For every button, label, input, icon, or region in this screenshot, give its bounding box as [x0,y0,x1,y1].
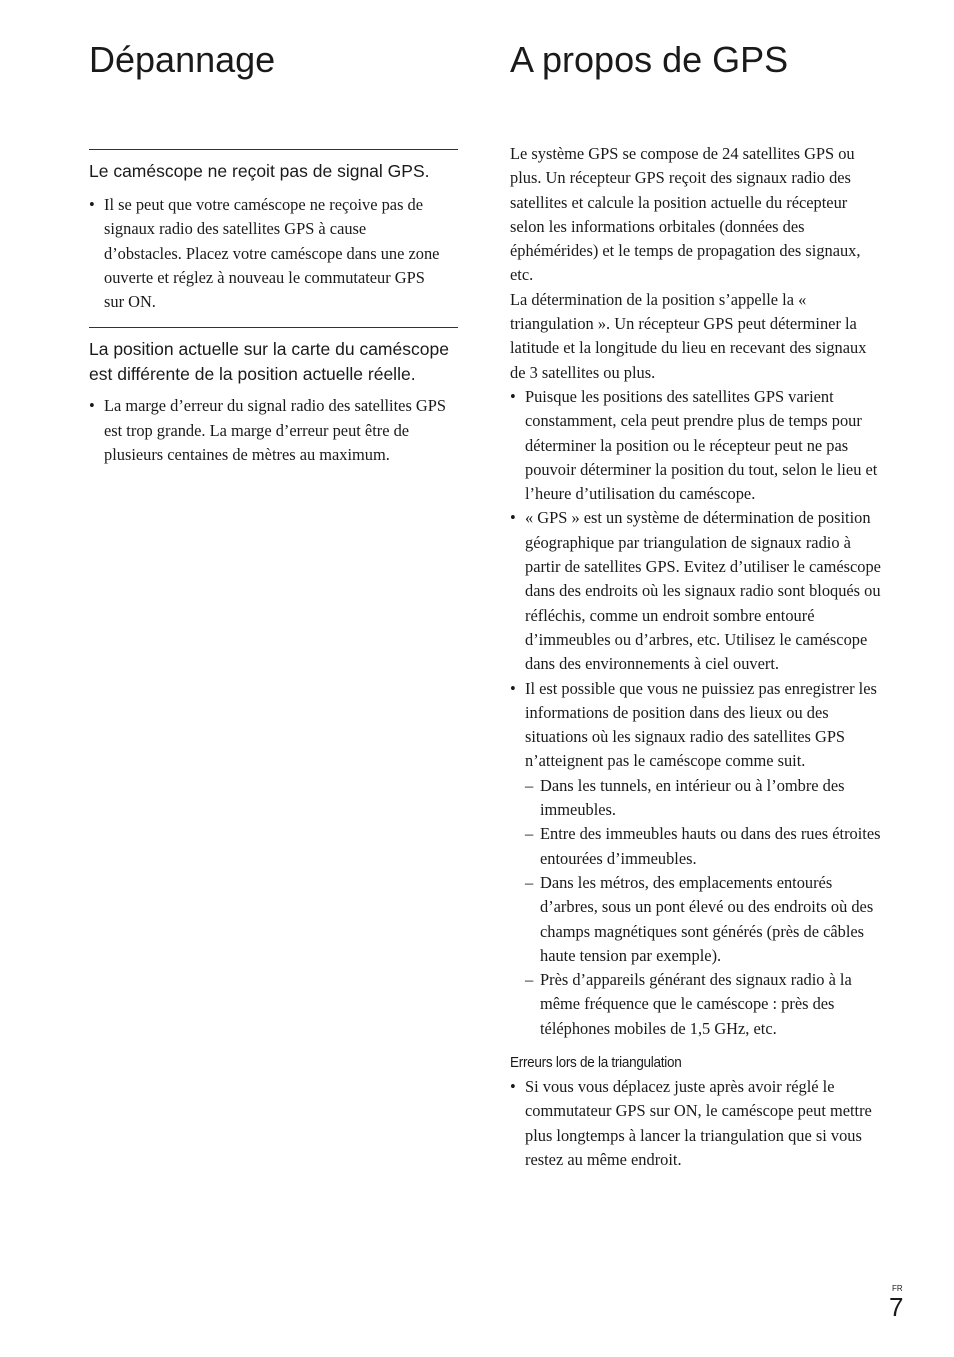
problem-heading: Le caméscope ne reçoit pas de signal GPS. [89,161,430,181]
page-title-troubleshooting: Dépannage [89,39,276,80]
gps-note-item: • Puisque les positions des satellites GPS varient constamment, cela peut prendre plus de temps pour déterminer la position ou le récepteur peut ne pas pouvoir déterminer la position du tout, selon le lieu et l’heure d’utilisation du caméscope. [510,385,882,506]
blocked-locations-list [525,774,882,1041]
troubleshooting-column [89,149,458,467]
blocked-location-item: – Dans les métros, des emplacements entourés d’arbres, sous un pont élevé ou des endroits où des champs magnétiques sont générés (près de câbles haute tension par exemple). [525,871,882,968]
solution-item: • Il se peut que votre caméscope ne reçoive pas de signaux radio des satellites GPS à cause d’obstacles. Placez votre caméscope dans une zone ouverte et réglez à nouveau le commutateur GPS sur ON. [89,193,458,314]
blocked-location-item: – Dans les tunnels, en intérieur ou à l’ombre des immeubles. [525,774,882,823]
blocked-location-item: – Près d’appareils générant des signaux radio à la même fréquence que le caméscope : près des téléphones mobiles de 1,5 GHz, etc. [525,968,882,1041]
about-gps-column [510,142,882,1172]
problem-position-mismatch [89,328,458,467]
gps-note-text: Il est possible que vous ne puissiez pas enregistrer les informations de position dans des lieux ou des situations où les signaux radio des satellites GPS n’atteignent pas le caméscope comme suit. [525,678,877,771]
gps-note-item: • « GPS » est un système de détermination de position géographique par triangulation de signaux radio à partir de satellites GPS. Evitez d’utiliser le caméscope dans des endroits où les signaux radio sont bloqués ou réfléchis, comme un endroit sombre entouré d’immeubles ou d’arbres, etc. Utilisez le caméscope dans des environnements à ciel ouvert. [510,506,882,676]
solution-list [89,394,458,467]
triangulation-heading: Erreurs lors de la triangulation [510,1053,682,1071]
problem-heading: La position actuelle sur la carte du caméscope est différente de la position actuelle réelle. [89,339,449,385]
solution-list [89,193,458,314]
page-title-about-gps: A propos de GPS [510,39,789,80]
blocked-location-item: – Entre des immeubles hauts ou dans des rues étroites entourées d’immeubles. [525,822,882,871]
gps-notes-list [510,385,882,1041]
language-code: FR [892,1284,903,1293]
problem-no-gps-signal [89,150,458,314]
page-number: 7 [889,1292,904,1322]
intro-paragraph: La détermination de la position s’appelle la « triangulation ». Un récepteur GPS peut déterminer la latitude et la longitude du lieu en recevant des signaux de 3 satellites ou plus. [510,289,867,382]
solution-item: • La marge d’erreur du signal radio des satellites GPS est trop grande. La marge d’erreur peut être de plusieurs centaines de mètres au maximum. [89,394,458,467]
gps-note-item [510,677,882,1041]
triangulation-list [510,1075,882,1172]
triangulation-item: • Si vous vous déplacez juste après avoir réglé le commutateur GPS sur ON, le caméscope peut mettre plus longtemps à lancer la triangulation que si vous restez au même endroit. [510,1075,882,1172]
intro-paragraph: Le système GPS se compose de 24 satellites GPS ou plus. Un récepteur GPS reçoit des signaux radio des satellites et calcule la position actuelle du récepteur selon les informations orbitales (données des éphémérides) et le temps de propagation des signaux, etc. [510,144,861,285]
